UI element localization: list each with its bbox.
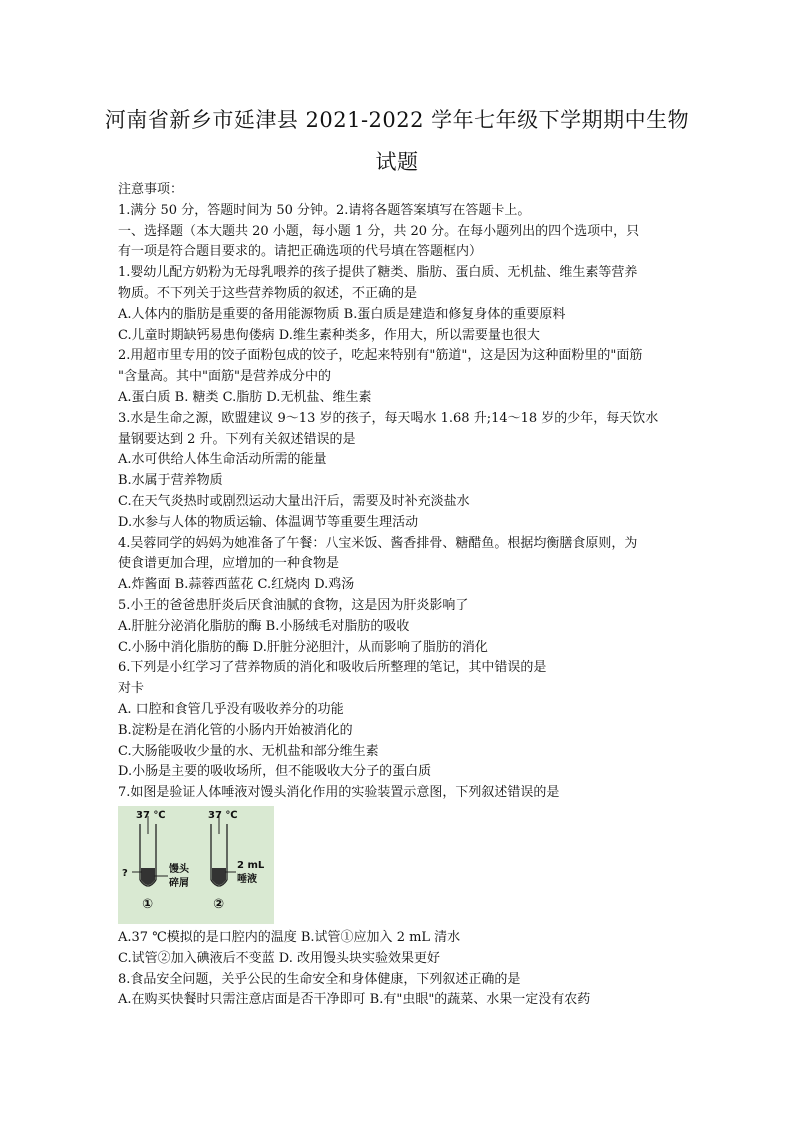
text-line: A.37 ℃模拟的是口腔内的温度 B.试管①应加入 2 mL 清水 [118, 929, 461, 945]
text-line: A.人体内的脂肪是重要的备用能源物质 B.蛋白质是建造和修复身体的重要原料 [118, 306, 566, 322]
tube-1-question-mark: ? [122, 867, 128, 879]
tube-2-number: ② [213, 896, 225, 912]
text-line: A.炸酱面 B.蒜蓉西蓝花 C.红烧肉 D.鸡汤 [118, 577, 355, 593]
text-line: 4.吴蓉同学的妈妈为她准备了午餐：八宝米饭、酱香排骨、糖醋鱼。根据均衡膳食原则，为 [118, 535, 638, 551]
text-line: A.水可供给人体生命活动所需的能量 [118, 452, 327, 468]
text-block-after-figure [118, 928, 698, 1011]
tube-1-contents [141, 868, 155, 885]
text-line: C.大肠能吸收少量的水、无机盐和部分维生素 [118, 743, 379, 759]
text-line: 5.小王的爸爸患肝炎后厌食油腻的食物，这是因为肝炎影响了 [118, 597, 469, 613]
text-line: D.水参与人体的物质运输、体温调节等重要生理活动 [118, 514, 419, 530]
text-line: 7.如图是验证人体唾液对馒头消化作用的实验装置示意图，下列叙述错误的是 [118, 785, 560, 801]
text-line: 注意事项： [118, 182, 184, 197]
document-body [118, 180, 698, 1011]
text-line: C.在天气炎热时或剧烈运动大量出汗后，需要及时补充淡盐水 [118, 493, 470, 509]
text-line: 6.下列是小红学习了营养物质的消化和吸收后所整理的笔记，其中错误的是 [118, 660, 547, 676]
document-title-line-1: 河南省新乡市延津县 2021-2022 学年七年级下学期期中生物 [104, 108, 690, 132]
text-line: A.肝脏分泌消化脂肪的酶 B.小肠绒毛对脂肪的吸收 [118, 618, 410, 634]
experiment-figure [118, 806, 274, 924]
tube-1-number: ① [142, 896, 154, 912]
text-line: 一、选择题（本大题共 20 小题，每小题 1 分，共 20 分。在每小题列出的四个选项中，只 [118, 223, 640, 239]
tube-2-temperature: 37 ℃ [208, 809, 238, 821]
text-line: 物质。不下列关于这些营养物质的叙述，不正确的是 [118, 285, 418, 301]
text-line: 有一项是符合题目要求的。请把正确选项的代号填在答题框内） [118, 244, 483, 260]
text-line: 1.满分 50 分，答题时间为 50 分钟。2.请将各题答案填写在答题卡上。 [118, 202, 531, 218]
saliva-label-1: 2 mL [237, 859, 265, 871]
test-tube-diagram [118, 806, 274, 924]
text-line: 量钢要达到 2 升。下列有关叙述错误的是 [118, 431, 356, 447]
tube-2-contents [212, 868, 226, 885]
text-line: C.儿童时期缺钙易患佝偻病 D.维生素种类多，作用大，所以需要量也很大 [118, 327, 540, 343]
text-line: B.水属于营养物质 [118, 473, 223, 489]
text-line: 8.食品安全问题，关乎公民的生命安全和身体健康，下列叙述正确的是 [118, 971, 521, 987]
text-line: 对卡 [118, 681, 145, 697]
text-block-before-figure [118, 180, 698, 804]
text-line: A.蛋白质 B. 糖类 C.脂肪 D.无机盐、维生素 [118, 389, 372, 405]
text-line: A. 口腔和食管几乎没有吸收养分的功能 [118, 701, 344, 717]
mantou-label-2: 碎屑 [169, 877, 189, 889]
text-line: C.试管②加入碘液后不变蓝 D. 改用馒头块实验效果更好 [118, 950, 440, 966]
tube-1-temperature: 37 ℃ [136, 809, 166, 821]
text-line: D.小肠是主要的吸收场所，但不能吸收大分子的蛋白质 [118, 764, 432, 780]
text-line: C.小肠中消化脂肪的酶 D.肝脏分泌胆汁，从而影响了脂肪的消化 [118, 639, 488, 655]
mantou-label-1: 馒头 [169, 863, 189, 875]
saliva-label-2: 唾液 [237, 873, 257, 885]
document-title-line-2: 试题 [375, 150, 419, 174]
text-line: 2.用超市里专用的饺子面粉包成的饺子，吃起来特别有"筋道"，这是因为这种面粉里的"面筋 [118, 348, 643, 364]
text-line: "含量高。其中"面筋"是营养成分中的 [118, 369, 331, 385]
text-line: 3.水是生命之源，欧盟建议 9～13 岁的孩子，每天喝水 1.68 升;14～18 岁的少年，每天饮水 [118, 410, 659, 426]
text-line: B.淀粉是在消化管的小肠内开始被消化的 [118, 722, 353, 738]
text-line: 1.婴幼儿配方奶粉为无母乳喂养的孩子提供了糖类、脂肪、蛋白质、无机盐、维生素等营养 [118, 265, 638, 281]
text-line: A.在购买快餐时只需注意店面是否干净即可 B.有"虫眼"的蔬菜、水果一定没有农药 [118, 992, 591, 1008]
text-line: 使食谱更加合理，应增加的一种食物是 [118, 556, 340, 572]
